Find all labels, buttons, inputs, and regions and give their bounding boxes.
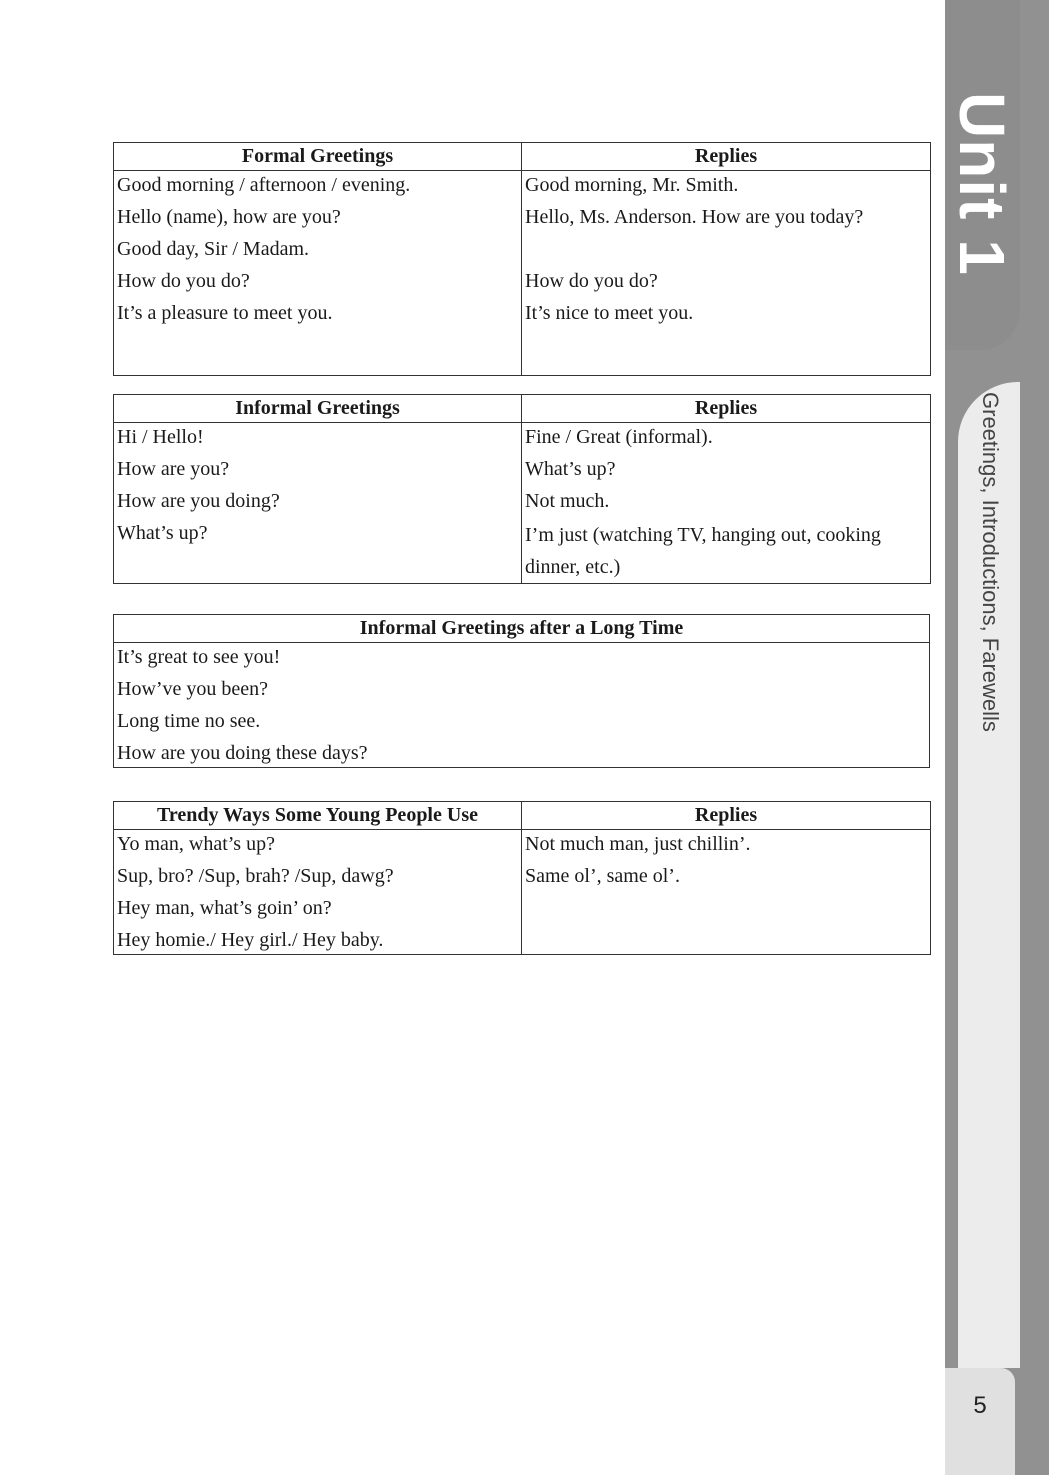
column-header: Formal Greetings <box>114 143 522 171</box>
reply-cell: Not much man, just chillin’. <box>522 830 931 863</box>
reply-cell: I’m just (watching TV, hanging out, cooking dinner, etc.) <box>522 519 931 584</box>
greeting-cell: How do you do? <box>114 267 522 299</box>
greeting-cell: Yo man, what’s up? <box>114 830 522 863</box>
table-header-row <box>114 395 931 423</box>
greeting-cell: Hi / Hello! <box>114 423 522 456</box>
greeting-cell: How are you doing these days? <box>114 739 930 768</box>
column-header: Replies <box>522 802 931 830</box>
table-row <box>114 830 931 863</box>
greeting-cell: Good day, Sir / Madam. <box>114 235 522 267</box>
page-number: 5 <box>973 1392 987 1419</box>
table-header-row <box>114 615 930 643</box>
table-row <box>114 707 930 739</box>
column-header: Replies <box>522 143 931 171</box>
greeting-cell: It’s great to see you! <box>114 643 930 676</box>
reply-cell: Not much. <box>522 487 931 519</box>
greeting-cell: How are you? <box>114 455 522 487</box>
greeting-cell: How are you doing? <box>114 487 522 519</box>
table-header-row <box>114 802 931 830</box>
table-row <box>114 675 930 707</box>
reply-cell: What’s up? <box>522 455 931 487</box>
table-row <box>114 203 931 235</box>
greeting-cell <box>114 331 522 376</box>
trendy-greetings-table <box>113 801 931 955</box>
column-header: Informal Greetings after a Long Time <box>114 615 930 643</box>
table-row <box>114 331 931 376</box>
reply-cell: Hello, Ms. Anderson. How are you today? <box>522 203 931 235</box>
table-row <box>114 299 931 331</box>
reply-cell: It’s nice to meet you. <box>522 299 931 331</box>
reply-cell <box>522 926 931 955</box>
table-row <box>114 643 930 676</box>
table-row <box>114 171 931 204</box>
greeting-cell: Hey man, what’s goin’ on? <box>114 894 522 926</box>
greeting-cell: It’s a pleasure to meet you. <box>114 299 522 331</box>
greeting-cell: What’s up? <box>114 519 522 584</box>
table-row <box>114 423 931 456</box>
long-time-greetings-table <box>113 614 930 768</box>
unit-label: Unit 1 <box>946 92 1018 276</box>
table-row <box>114 862 931 894</box>
column-header: Replies <box>522 395 931 423</box>
table-row <box>114 894 931 926</box>
table-row <box>114 455 931 487</box>
table-row <box>114 926 931 955</box>
greeting-cell: How’ve you been? <box>114 675 930 707</box>
reply-cell <box>522 894 931 926</box>
greeting-cell: Hello (name), how are you? <box>114 203 522 235</box>
greeting-cell: Hey homie./ Hey girl./ Hey baby. <box>114 926 522 955</box>
reply-cell: Same ol’, same ol’. <box>522 862 931 894</box>
informal-greetings-table <box>113 394 931 584</box>
reply-cell <box>522 235 931 267</box>
table-row <box>114 739 930 768</box>
greeting-cell: Long time no see. <box>114 707 930 739</box>
table-header-row <box>114 143 931 171</box>
reply-cell: Good morning, Mr. Smith. <box>522 171 931 204</box>
table-row <box>114 267 931 299</box>
formal-greetings-table <box>113 142 931 376</box>
reply-cell: How do you do? <box>522 267 931 299</box>
table-row <box>114 487 931 519</box>
greeting-cell: Good morning / afternoon / evening. <box>114 171 522 204</box>
reply-cell: Fine / Great (informal). <box>522 423 931 456</box>
column-header: Trendy Ways Some Young People Use <box>114 802 522 830</box>
table-row <box>114 519 931 584</box>
reply-cell <box>522 331 931 376</box>
column-header: Informal Greetings <box>114 395 522 423</box>
table-row <box>114 235 931 267</box>
greeting-cell: Sup, bro? /Sup, brah? /Sup, dawg? <box>114 862 522 894</box>
chapter-title: Greetings, Introductions, Farewells <box>978 392 1003 732</box>
